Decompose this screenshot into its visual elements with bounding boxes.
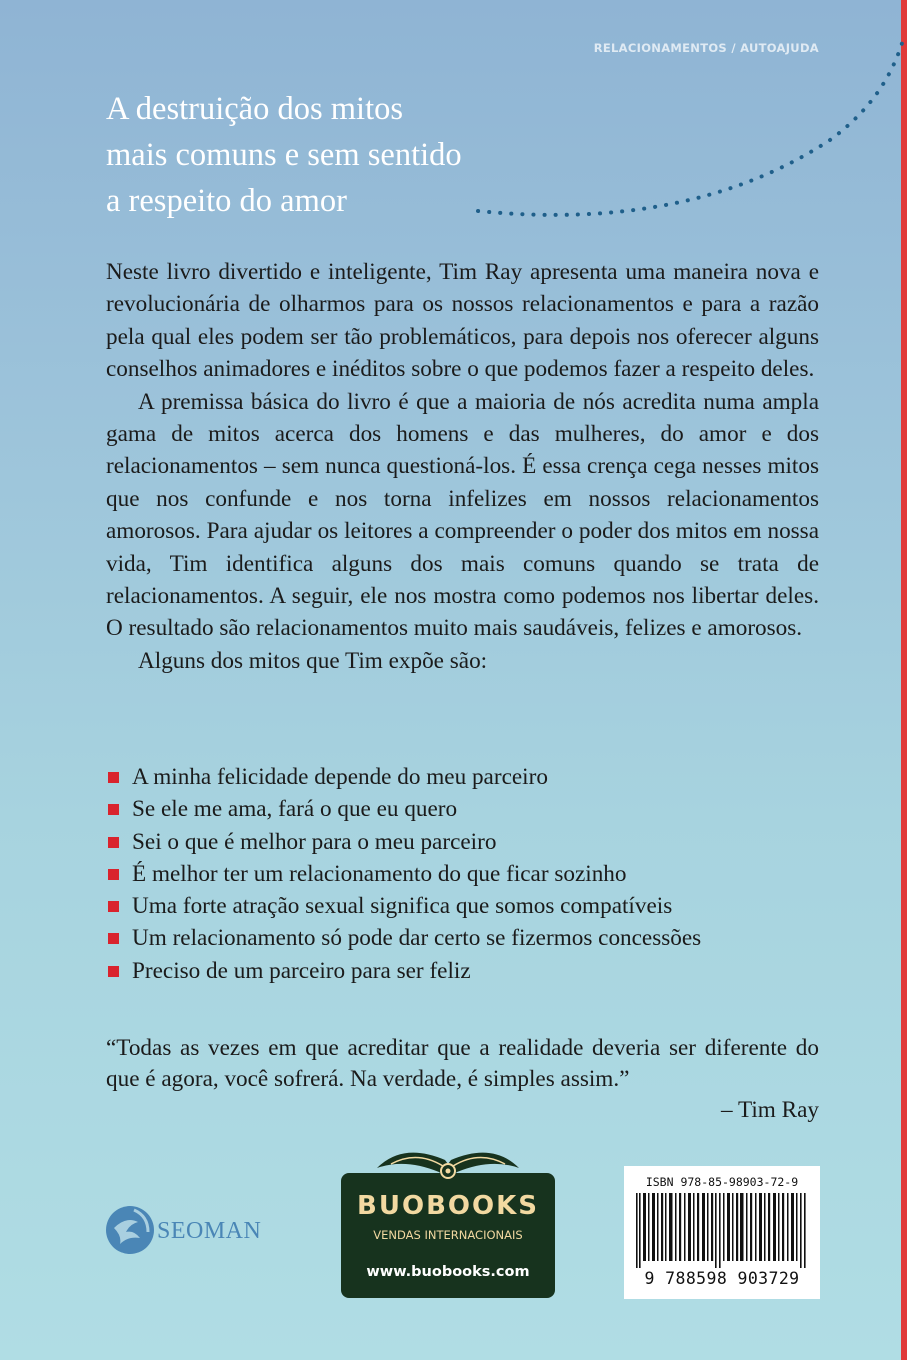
red-square-bullet-icon — [108, 837, 119, 848]
description-paragraph-1: Neste livro divertido e inteligente, Tim Ray apresenta uma maneira nova e revolucionária de olharmos para os nossos relacionamentos e para a razão pela qual eles podem ser tão problemáticos, para depois nos oferecer alguns conselhos animadores e inéditos sobre o que podemos fazer a respeito deles. — [106, 259, 819, 383]
buobooks-tagline: VENDAS INTERNACIONAIS — [373, 1228, 523, 1242]
red-square-bullet-icon — [108, 966, 119, 977]
category-label: RELACIONAMENTOS / AUTOAJUDA — [593, 41, 819, 55]
list-item: Preciso de um parceiro para ser feliz — [106, 955, 819, 987]
buobooks-url: www.buobooks.com — [366, 1264, 530, 1280]
list-item: Sei o que é melhor para o meu parceiro — [106, 826, 819, 858]
red-square-bullet-icon — [108, 869, 119, 880]
headline-line-1: A destruição dos mitos — [106, 91, 403, 127]
buobooks-name: BUOBOOKS — [357, 1191, 539, 1221]
isbn-label: ISBN 978-85-98903-72-9 — [645, 1175, 799, 1189]
author-quote — [106, 1033, 819, 1126]
myths-list — [106, 761, 819, 987]
headline-line-2: mais comuns e sem sentido — [106, 137, 462, 173]
list-item: A minha felicidade depende do meu parceiro — [106, 761, 819, 793]
isbn-barcode-box — [624, 1166, 820, 1299]
buobooks-panel — [341, 1173, 555, 1298]
quote-attribution: – Tim Ray — [721, 1097, 819, 1123]
seoman-wordmark: SEOMAN — [157, 1218, 262, 1244]
list-item: Um relacionamento só pode dar certo se fizermos concessões — [106, 922, 819, 954]
red-square-bullet-icon — [108, 901, 119, 912]
description-paragraph-3: Alguns dos mitos que Tim expõe são: — [138, 647, 488, 674]
red-square-bullet-icon — [108, 804, 119, 815]
seoman-emblem-icon — [104, 1198, 156, 1262]
list-item: Se ele me ama, fará o que eu quero — [106, 793, 819, 825]
headline — [106, 86, 586, 224]
buobooks-badge — [341, 1138, 555, 1298]
headline-line-3: a respeito do amor — [106, 183, 347, 219]
quote-text: “Todas as vezes em que acreditar que a realidade deveria ser diferente do que é agora, você sofrerá. Na verdade, é simples assim.” — [106, 1035, 819, 1092]
list-item: É melhor ter um relacionamento do que ficar sozinho — [106, 858, 819, 890]
owl-wings-icon — [373, 1138, 523, 1186]
barcode-icon — [632, 1193, 812, 1268]
list-item: Uma forte atração sexual significa que somos compatíveis — [106, 890, 819, 922]
description-paragraph-2: A premissa básica do livro é que a maioria de nós acredita numa ampla gama de mitos acerca dos homens e das mulheres, do amor e dos relacionamentos – sem nunca questioná-los. É essa crença cega nesses mitos que nos confunde e nos torna infelizes em nossos relacionamentos amorosos. Para ajudar os leitores a compreender o poder dos mitos em nossa vida, Tim identifica alguns dos mais comuns quando se trata de relacionamentos. A seguir, ele nos mostra como podemos nos libertar deles. O resultado são relacionamentos muito mais saudáveis, felizes e amorosos. — [106, 388, 819, 642]
book-description — [106, 256, 819, 677]
seoman-logo — [104, 1198, 289, 1262]
isbn-digits: 9 788598 903729 — [644, 1269, 800, 1288]
red-square-bullet-icon — [108, 772, 119, 783]
red-square-bullet-icon — [108, 933, 119, 944]
